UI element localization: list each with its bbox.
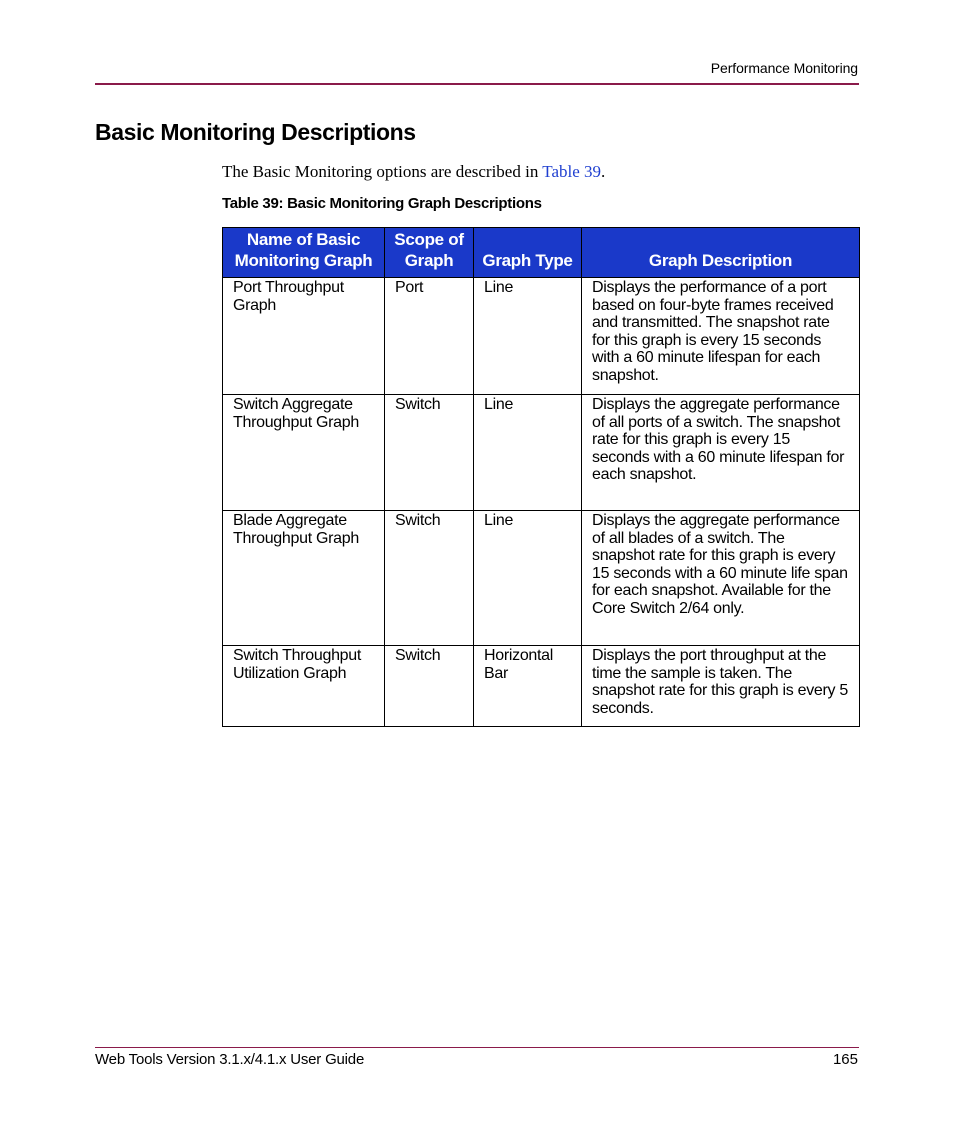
cell-scope: Port bbox=[385, 278, 474, 395]
table-row bbox=[223, 278, 860, 395]
footer-guide-title: Web Tools Version 3.1.x/4.1.x User Guide bbox=[95, 1051, 365, 1068]
cell-scope: Switch bbox=[385, 646, 474, 727]
cell-description: Displays the aggregate performance of all blades of a switch. The snapshot rate for this graph is every 15 seconds with a 60 minute life span for each snapshot. Available for the Core Switch 2/64 only. bbox=[582, 511, 860, 646]
intro-paragraph bbox=[222, 162, 605, 182]
cell-description: Displays the aggregate performance of all ports of a switch. The snapshot rate for this graph is every 15 seconds with a 60 minute lifespan for each snapshot. bbox=[582, 395, 860, 511]
running-header: Performance Monitoring bbox=[710, 60, 858, 76]
page-number: 165 bbox=[832, 1051, 858, 1068]
table-row bbox=[223, 395, 860, 511]
intro-text: The Basic Monitoring options are described in bbox=[222, 162, 543, 181]
cell-graph-type: Horizontal Bar bbox=[474, 646, 582, 727]
header-graph-description: Graph Description bbox=[582, 228, 860, 278]
cell-graph-type: Line bbox=[474, 511, 582, 646]
table-header-row bbox=[223, 228, 860, 278]
cell-graph-name: Port Throughput Graph bbox=[223, 278, 385, 395]
cell-scope: Switch bbox=[385, 511, 474, 646]
cell-description: Displays the port throughput at the time the sample is taken. The snapshot rate for this graph is every 5 seconds. bbox=[582, 646, 860, 727]
table-row bbox=[223, 511, 860, 646]
section-title: Basic Monitoring Descriptions bbox=[95, 119, 416, 145]
cell-graph-name: Switch Aggregate Throughput Graph bbox=[223, 395, 385, 511]
table-caption: Table 39: Basic Monitoring Graph Descriptions bbox=[222, 195, 542, 212]
cell-graph-type: Line bbox=[474, 278, 582, 395]
header-rule bbox=[95, 83, 859, 85]
header-graph-name: Name of Basic Monitoring Graph bbox=[223, 228, 385, 278]
cell-scope: Switch bbox=[385, 395, 474, 511]
table-row bbox=[223, 646, 860, 727]
table-39-link[interactable]: Table 39 bbox=[542, 162, 602, 181]
cell-graph-name: Blade Aggregate Throughput Graph bbox=[223, 511, 385, 646]
intro-suffix: . bbox=[601, 162, 606, 181]
cell-graph-name: Switch Throughput Utilization Graph bbox=[223, 646, 385, 727]
cell-graph-type: Line bbox=[474, 395, 582, 511]
header-scope: Scope of Graph bbox=[385, 228, 474, 278]
header-graph-type: Graph Type bbox=[474, 228, 582, 278]
cell-description: Displays the performance of a port based on four-byte frames received and transmitted. The snapshot rate for this graph is every 15 seconds with a 60 minute lifespan for each snapshot. bbox=[582, 278, 860, 395]
footer-rule bbox=[95, 1047, 859, 1048]
graph-descriptions-table bbox=[222, 227, 860, 727]
